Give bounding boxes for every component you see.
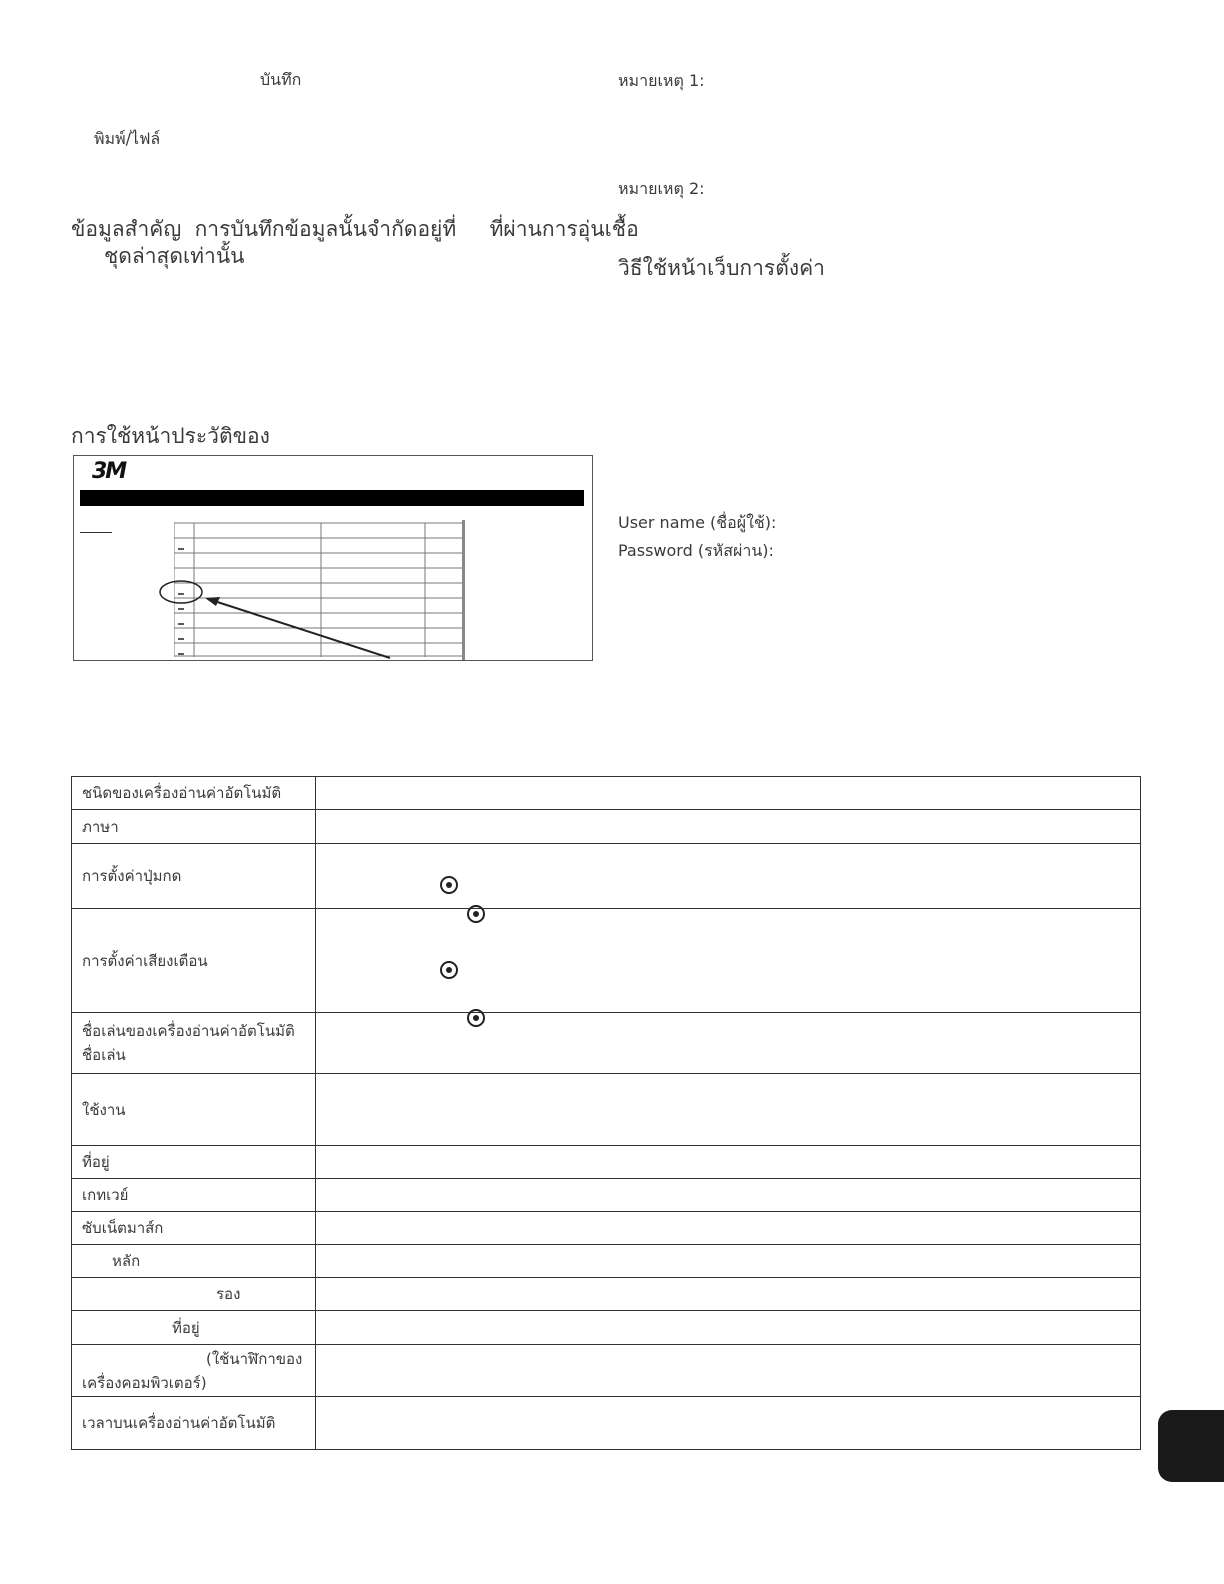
note-2: หมายเหตุ 2: [618, 179, 705, 198]
computer-clock-value [316, 1345, 1141, 1397]
language-value [316, 810, 1141, 844]
address2-label: ที่อยู่ [72, 1311, 316, 1345]
table-row [72, 777, 1141, 810]
subnet-mask-label: ซับเน็ตมาส์ก [72, 1212, 316, 1245]
table-row [72, 1245, 1141, 1278]
record-label: บันทึก [260, 70, 302, 89]
important-note-line2: ชุดล่าสุดเท่านั้น [104, 244, 245, 268]
enable-label: ใช้งาน [72, 1074, 316, 1146]
sound-setting-label: การตั้งค่าเสียงเตือน [72, 909, 316, 1013]
important-note-line1: ข้อมูลสำคัญ การบันทึกข้อมูลนั้นจำกัดอยู่ที่ ที่ผ่านการอุ่นเชื้อ [71, 217, 639, 241]
reader-name-line1: ชื่อเล่นของเครื่องอ่านค่าอัตโนมัติ [82, 1022, 295, 1040]
settings-table [71, 776, 1141, 1450]
table-row [72, 1278, 1141, 1311]
gateway-value [316, 1179, 1141, 1212]
table-row [72, 844, 1141, 909]
table-row [72, 1397, 1141, 1450]
computer-clock-label [72, 1345, 316, 1397]
reader-time-label: เวลาบนเครื่องอ่านค่าอัตโนมัติ [72, 1397, 316, 1450]
table-row [72, 1311, 1141, 1345]
address-value [316, 1146, 1141, 1179]
reader-name-value [316, 1013, 1141, 1074]
arrow-icon [74, 456, 593, 661]
gateway-label: เกทเวย์ [72, 1179, 316, 1212]
table-row [72, 1179, 1141, 1212]
table-row [72, 1146, 1141, 1179]
history-page-screenshot [73, 455, 593, 661]
button-setting-label: การตั้งค่าปุ่มกด [72, 844, 316, 909]
reader-type-value [316, 777, 1141, 810]
button-setting-options [316, 844, 1141, 909]
print-file-label: พิมพ์/ไฟล์ [94, 129, 161, 148]
password-label: Password (รหัสผ่าน): [618, 541, 774, 560]
reader-time-value [316, 1397, 1141, 1450]
address-label: ที่อยู่ [72, 1146, 316, 1179]
computer-clock-line1: (ใช้นาฬิกาของ [206, 1349, 303, 1368]
username-label: User name (ชื่อผู้ใช้): [618, 513, 777, 532]
note-1: หมายเหตุ 1: [618, 71, 705, 90]
radio-selected-icon[interactable] [440, 876, 458, 894]
table-row [72, 1212, 1141, 1245]
secondary-label: รอง [72, 1278, 316, 1311]
radio-selected-icon[interactable] [440, 961, 458, 979]
radio-selected-icon[interactable] [467, 1009, 485, 1027]
address2-value [316, 1311, 1141, 1345]
table-row [72, 1074, 1141, 1146]
primary-value [316, 1245, 1141, 1278]
computer-clock-line2: เครื่องคอมพิวเตอร์) [82, 1373, 207, 1392]
language-label: ภาษา [72, 810, 316, 844]
table-row [72, 909, 1141, 1013]
subnet-mask-value [316, 1212, 1141, 1245]
reader-name-line2: ชื่อเล่น [82, 1046, 126, 1064]
primary-label: หลัก [72, 1245, 316, 1278]
3m-logo: 3M [92, 459, 126, 484]
enable-value [316, 1074, 1141, 1146]
secondary-value [316, 1278, 1141, 1311]
table-row [72, 1013, 1141, 1074]
reader-type-label: ชนิดของเครื่องอ่านค่าอัตโนมัติ [72, 777, 316, 810]
page-tab [1158, 1410, 1224, 1482]
history-heading: การใช้หน้าประวัติของ [71, 424, 270, 448]
web-settings-heading: วิธีใช้หน้าเว็บการตั้งค่า [618, 256, 825, 280]
sound-setting-options [316, 909, 1141, 1013]
table-row [72, 1345, 1141, 1397]
reader-name-label [72, 1013, 316, 1074]
table-row [72, 810, 1141, 844]
